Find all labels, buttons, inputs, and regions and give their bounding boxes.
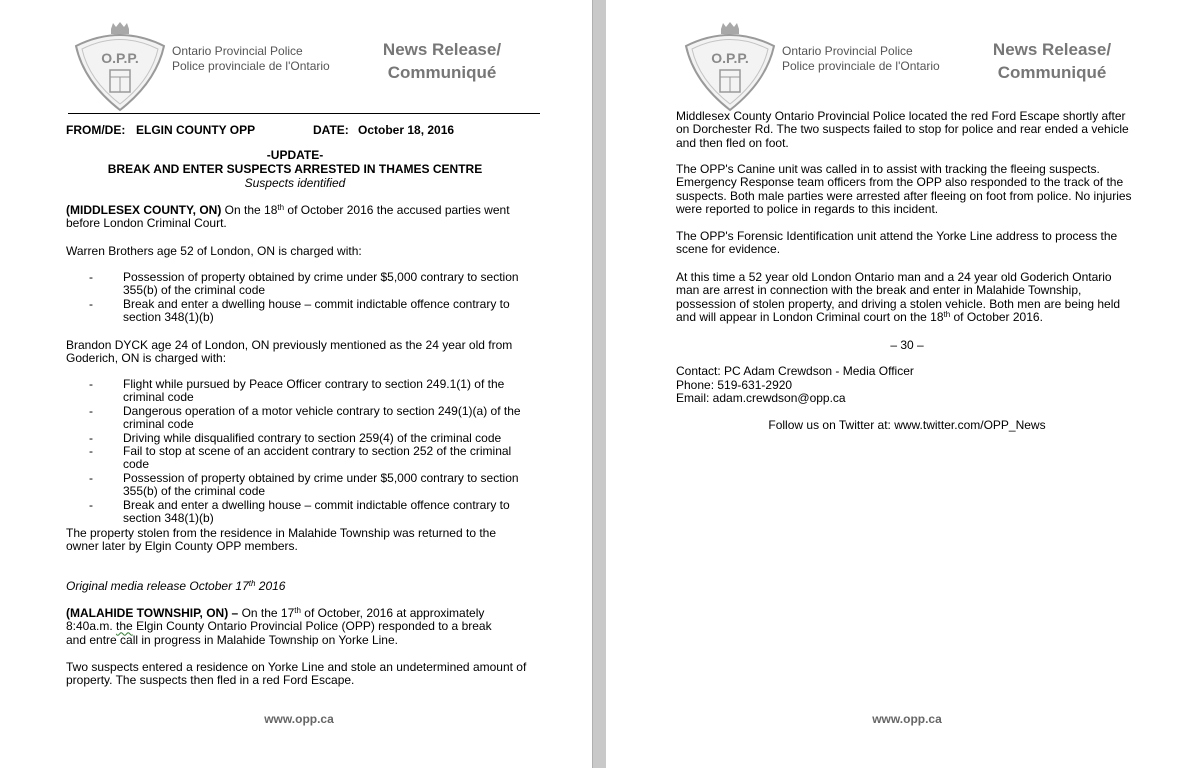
malahide-sup: th <box>294 606 301 615</box>
bullet: - <box>89 377 93 391</box>
canine-unit-paragraph: The OPP's Canine unit was called in to assist with tracking the fleeing suspects. Emergency Response team officers from the OPP also responded to the track of the suspects. Both male parties were arrested after fleeing on foot from police. No injuries were reported to police in regards to this incident. <box>676 162 1132 217</box>
subheadline: Suspects identified <box>244 176 346 190</box>
original-release-sup: th <box>248 579 256 588</box>
end-mark: – 30 – <box>890 338 924 352</box>
charge-text: Break and enter a dwelling house – commit indictable offence contrary to section 348(1)(b) <box>123 497 510 526</box>
bullet: - <box>89 403 93 418</box>
news-release-title: News Release/ <box>992 40 1112 59</box>
logo-text: O.P.P. <box>101 50 139 66</box>
list-item <box>89 432 529 445</box>
original-release-label <box>66 580 532 593</box>
charge-text: Fail to stop at scene of an accident contrary to section 252 of the criminal code <box>123 444 512 472</box>
forensic-paragraph: The OPP's Forensic Identification unit attend the Yorke Line address to process the scene for evidence. <box>676 229 1118 257</box>
opp-logo <box>682 22 778 114</box>
opp-logo <box>72 22 168 114</box>
arrest-paragraph <box>676 271 1138 325</box>
footer-url-page1: www.opp.ca <box>264 712 334 726</box>
org-name-english: Ontario Provincial Police <box>782 44 913 58</box>
court-paragraph <box>66 204 532 231</box>
headline: BREAK AND ENTER SUSPECTS ARRESTED IN THAMES CENTRE <box>107 162 483 176</box>
update-label: -UPDATE- <box>266 148 324 162</box>
original-release-year: 2016 <box>255 579 286 593</box>
phone-line: Phone: 519-631-2920 <box>676 378 793 392</box>
malahide-text-b: of October, 2016 at approximately 8:40a.m. <box>66 606 485 634</box>
arrest-sup: th <box>943 310 951 320</box>
bullet: - <box>89 470 93 485</box>
list-item <box>89 405 529 432</box>
malahide-text-c: Elgin County Ontario Provincial Police (OPP) responded to a break and entre call in progress in Malahide Township on Yorke Line. <box>66 619 492 647</box>
bullet: - <box>89 430 93 445</box>
list-item <box>89 298 529 325</box>
malahide-text-a: On the 17 <box>238 606 295 620</box>
property-returned-paragraph: The property stolen from the residence in Malahide Township was returned to the owner later by Elgin County OPP members. <box>66 526 497 554</box>
bullet: - <box>89 270 93 284</box>
grammar-flagged-word: the <box>116 619 133 634</box>
logo-text: O.P.P. <box>711 50 749 66</box>
opp-crest-icon <box>682 22 778 114</box>
org-name-french: Police provinciale de l'Ontario <box>782 59 940 73</box>
charge-text: Break and enter a dwelling house – commit indictable offence contrary to section 348(1)(b) <box>123 296 510 325</box>
location-middlesex: (MIDDLESEX COUNTY, ON) <box>66 203 222 217</box>
charge-text: Dangerous operation of a motor vehicle contrary to section 249(1)(a) of the criminal code <box>123 403 521 432</box>
email-line: Email: adam.crewdson@opp.ca <box>676 391 846 405</box>
brandon-intro: Brandon DYCK age 24 of London, ON previously mentioned as the 24 year old from Goderich, ON is charged with: <box>66 338 513 366</box>
twitter-line: Follow us on Twitter at: www.twitter.com/OPP_News <box>768 418 1046 432</box>
bullet: - <box>89 444 93 459</box>
news-release-title: News Release/ <box>382 40 502 59</box>
contact-line: Contact: PC Adam Crewdson - Media Officer <box>676 364 914 378</box>
communique-title: Communiqué <box>387 63 497 82</box>
list-item <box>89 271 529 298</box>
brandon-charges-list <box>89 378 529 525</box>
from-label: FROM/DE: <box>66 123 126 137</box>
ford-escape-paragraph: Middlesex County Ontario Provincial Police located the red Ford Escape shortly after on Dorchester Rd. The two suspects failed to stop for police and rear ended a vehicle and then fled on foot. <box>676 109 1129 150</box>
org-name-english: Ontario Provincial Police <box>172 44 303 58</box>
court-text-a: On the 18 <box>221 203 278 217</box>
bullet: - <box>89 497 93 512</box>
org-name-french: Police provinciale de l'Ontario <box>172 59 330 73</box>
header-rule <box>68 113 540 114</box>
arrest-text-b: of October 2016. <box>950 310 1043 325</box>
warren-charges-list <box>89 271 529 325</box>
charge-text: Driving while disqualified contrary to section 259(4) of the criminal code <box>123 430 502 445</box>
date-value: October 18, 2016 <box>358 123 455 137</box>
original-release-text: Original media release October 17 <box>66 579 249 593</box>
arrest-text-a: At this time a 52 year old London Ontario man and a 24 year old Goderich Ontario man are arrest in connection with the break and enter in Malahide Township, possession of stolen property, and driving a stolen vehicle. Both men are being held and will appear in London Criminal court on the 18 <box>676 270 1121 325</box>
charge-text: Flight while pursued by Peace Officer contrary to section 249.1(1) of the criminal code <box>123 377 505 405</box>
charge-text: Possession of property obtained by crime under $5,000 contrary to section 355(b) of the criminal code <box>123 270 519 298</box>
list-item <box>89 378 529 405</box>
opp-crest-icon <box>72 22 168 114</box>
court-sup: th <box>277 203 285 212</box>
list-item <box>89 499 529 526</box>
location-malahide: (MALAHIDE TOWNSHIP, ON) – <box>66 606 239 620</box>
court-text-b: of October 2016 the accused parties went before London Criminal Court. <box>66 203 510 231</box>
charge-text: Possession of property obtained by crime under $5,000 contrary to section 355(b) of the criminal code <box>123 470 519 499</box>
date-label: DATE: <box>313 123 349 137</box>
list-item <box>89 445 529 472</box>
warren-intro: Warren Brothers age 52 of London, ON is charged with: <box>66 244 362 258</box>
footer-url-page2: www.opp.ca <box>872 712 942 726</box>
list-item <box>89 472 529 499</box>
from-value: ELGIN COUNTY OPP <box>136 123 256 137</box>
communique-title: Communiqué <box>997 63 1107 82</box>
bullet: - <box>89 296 93 311</box>
two-suspects-paragraph: Two suspects entered a residence on Yorke Line and stole an undetermined amount of property. The suspects then fled in a red Ford Escape. <box>66 660 527 688</box>
document-page-2 <box>606 0 1200 768</box>
malahide-paragraph <box>66 607 512 647</box>
document-page-1 <box>0 0 592 768</box>
